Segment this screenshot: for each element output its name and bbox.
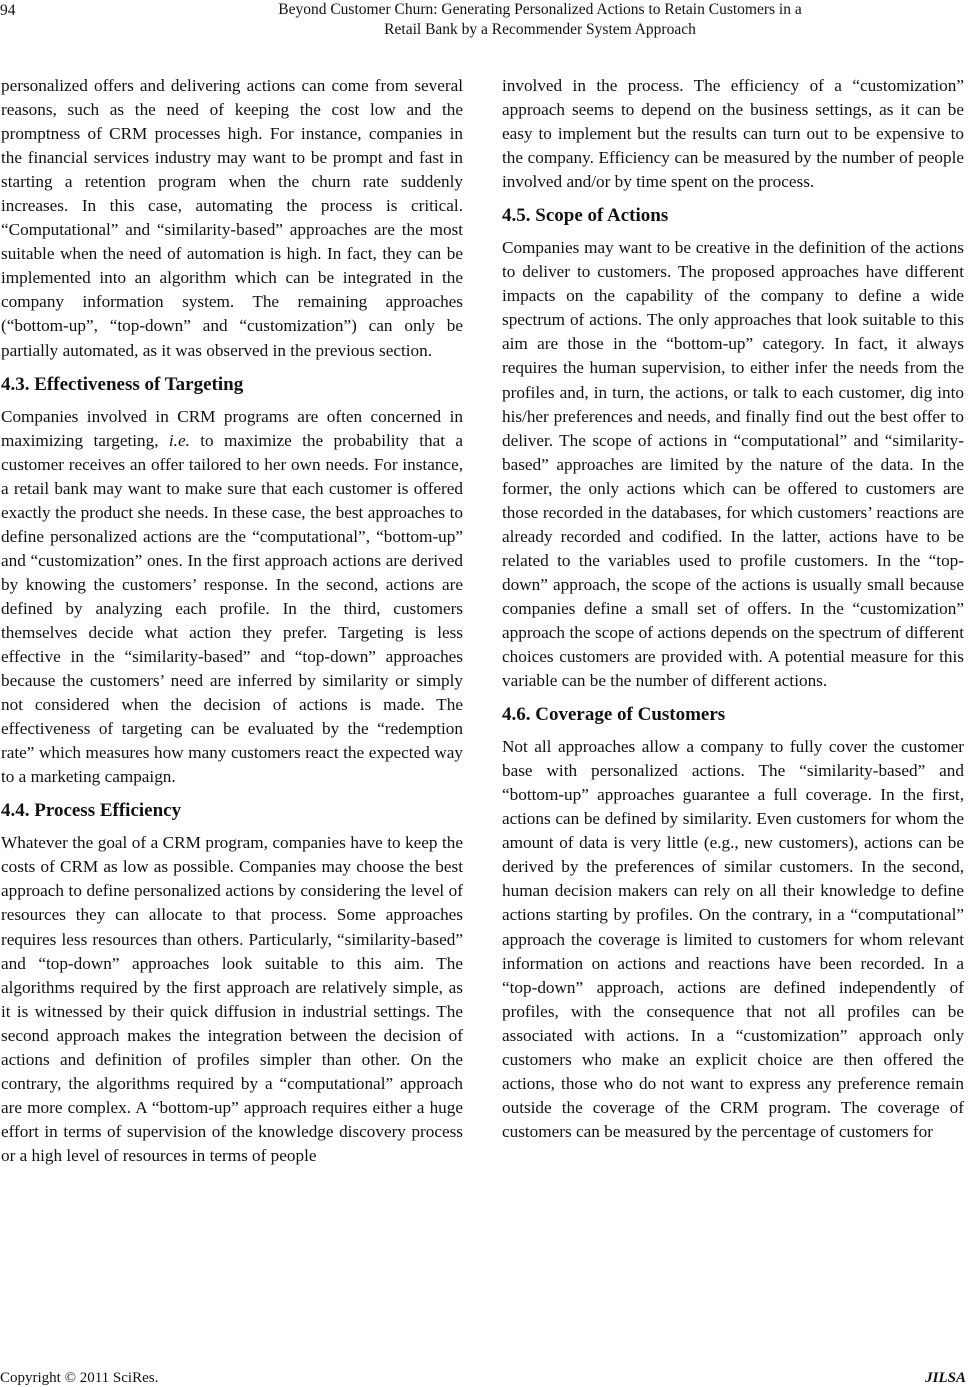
- right-column: [502, 74, 964, 1144]
- running-header-line-2: Retail Bank by a Recommender System Approach: [384, 21, 696, 38]
- section-heading-4-5: 4.5. Scope of Actions: [502, 205, 669, 227]
- paragraph: involved in the process. The efficiency of a “customization” approach seems to depend on the business settings, as it can be easy to implement but the results can turn out to be expensive to the company. Efficiency can be measured by the number of people involved and/or by time spent on the process.: [502, 76, 964, 192]
- paragraph: [1, 405, 463, 790]
- copyright-notice: Copyright © 2011 SciRes.: [0, 1370, 159, 1386]
- section-heading-4-3: 4.3. Effectiveness of Targeting: [1, 373, 244, 395]
- paragraph-text: to maximize the probability that a customer receives an offer tailored to her own needs. For instance, a retail bank may want to make sure that each customer is offered exactly the product she needs. In these case, the best approaches to define personalized actions are the “computational”, “bottom-up” and “customization” ones. In the first approach actions are derived by knowing the customers’ response. In the second, actions are defined by analyzing each profile. In the third, customers themselves decide what action they prefer. Targeting is less effective in the “similarity-based” and “top-down” approaches because the customers’ need are inferred by similarity or simply not considered when the decision of actions is made. The effectiveness of targeting can be evaluated by the “redemption rate” which measures how many customers react the expected way to a marketing campaign.: [1, 430, 464, 787]
- paragraph: Not all approaches allow a company to fully cover the customer base with personalized actions. The “similarity-based” and “bottom-up” approaches guarantee a full coverage. In the first, actions can be defined by similarity. Even customers for whom the amount of data is very little (e.g., new customers), actions can be derived by the preferences of similar customers. In the second, human decision makers can rely on all their knowledge to define actions starting by profiles. On the contrary, in a “computational” approach the coverage is limited to customers for whom relevant information on actions and reactions have been recorded. In a “top-down” approach, actions are defined independently of profiles, with the consequence that not all profiles can be associated with actions. In a “customization” approach only customers who make an explicit choice are then offered the actions, those who do not want to express any preference remain outside the coverage of the CRM program. The coverage of customers can be measured by the percentage of customers for: [502, 737, 964, 1141]
- paragraph-text: Companies involved in CRM programs are often concerned in maximizing targeting,: [1, 406, 463, 450]
- page-number: 94: [0, 2, 16, 19]
- paragraph: Companies may want to be creative in the definition of the actions to deliver to customers. The proposed approaches have different impacts on the capability of the company to define a wide spectrum of actions. The only approaches that look suitable to this aim are those in the “bottom-up” category. In fact, it always requires the human supervision, to either infer the needs from the profiles and, in turn, the actions, or talk to each customer, dig into his/her preferences and needs, and finally find out the best offer to deliver. The scope of actions in “computational” and “similarity-based” approaches are limited by the nature of the data. In the former, the only actions which can be offered to customers are those recorded in the databases, for which customers’ reactions are already recorded and codified. In the latter, actions have to be related to the variables used to profile customers. In the “top-down” approach, the scope of the actions is usually small because companies define a small set of offers. In the “customization” approach the scope of actions depends on the spectrum of different choices customers are provided with. A potential measure for this variable can be the number of different actions.: [502, 238, 964, 691]
- italic-abbreviation: i.e.: [168, 430, 190, 450]
- left-column: [1, 74, 463, 1168]
- running-header-line-1: Beyond Customer Churn: Generating Personalized Actions to Retain Customers in a: [278, 1, 802, 18]
- section-heading-4-4: 4.4. Process Efficiency: [1, 800, 182, 822]
- paragraph: personalized offers and delivering actions can come from several reasons, such as the need of keeping the cost low and the promptness of CRM processes high. For instance, companies in the financial services industry may want to be prompt and fast in starting a retention program when the churn rate suddenly increases. In this case, automating the process is critical. “Computational” and “similarity-based” approaches are the most suitable when the need of automation is high. In fact, they can be implemented into an algorithm which can be integrated in the company information system. The remaining approaches (“bottom-up”, “top-down” and “customization”) can only be partially automated, as it was observed in the previous section.: [1, 76, 463, 360]
- paragraph: Whatever the goal of a CRM program, companies have to keep the costs of CRM as low as possible. Companies may choose the best approach to define personalized actions by considering the level of resources they can allocate to that process. Some approaches requires less resources than others. Particularly, “similarity-based” and “top-down” approaches look suitable to this aim. The algorithms required by the first approach are relatively simple, as it is witnessed by their quick diffusion in industrial settings. The second approach makes the integration between the decision of actions and definition of profiles simpler than other. On the contrary, the algorithms required by a “computational” approach are more complex. A “bottom-up” approach requires either a huge effort in terms of supervision of the knowledge discovery process or a high level of resources in terms of people: [1, 833, 463, 1165]
- journal-abbreviation: JILSA: [925, 1370, 966, 1386]
- running-header: [160, 0, 920, 40]
- section-heading-4-6: 4.6. Coverage of Customers: [502, 704, 726, 726]
